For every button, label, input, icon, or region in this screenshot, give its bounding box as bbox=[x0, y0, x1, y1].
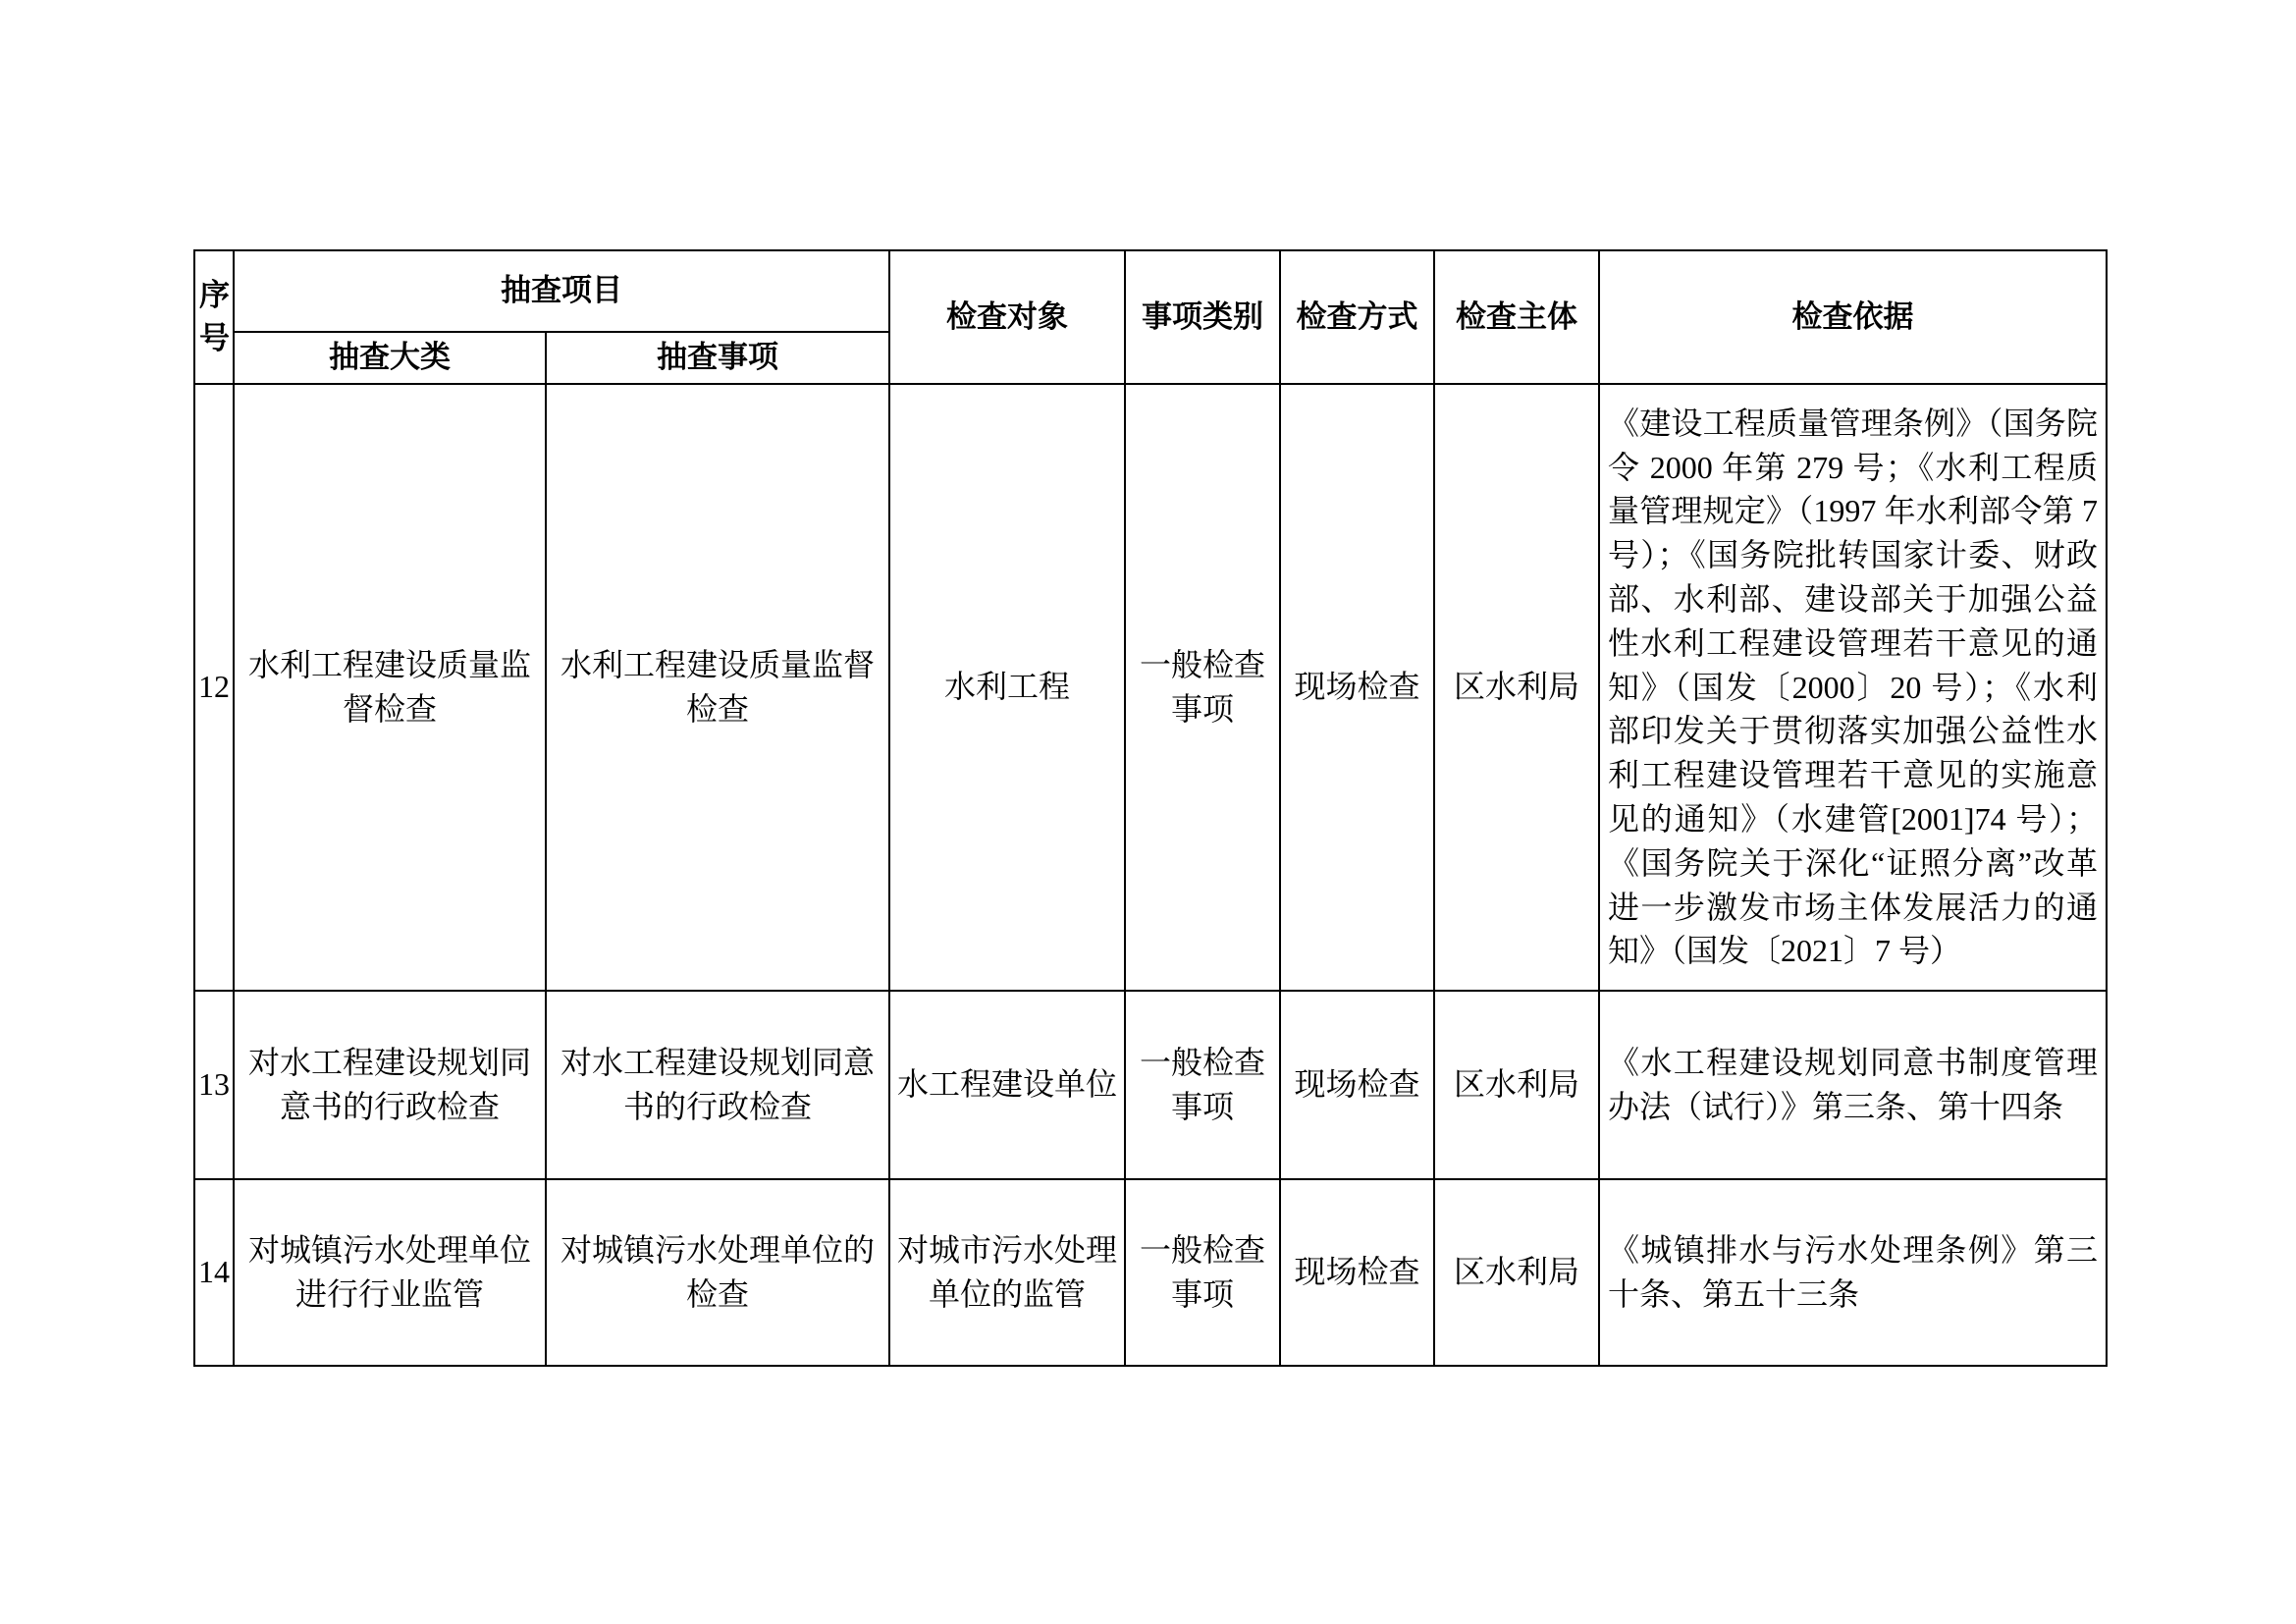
cell-object: 对城市污水处理单位的监管 bbox=[889, 1179, 1125, 1366]
header-sampling-group: 抽查项目 bbox=[234, 250, 889, 332]
header-inspect-basis: 检查依据 bbox=[1599, 250, 2107, 384]
cell-basis: 《水工程建设规划同意书制度管理办法（试行）》第三条、第十四条 bbox=[1599, 991, 2107, 1179]
cell-category: 对水工程建设规划同意书的行政检查 bbox=[234, 991, 546, 1179]
header-inspect-object: 检查对象 bbox=[889, 250, 1125, 384]
cell-method: 现场检查 bbox=[1280, 1179, 1434, 1366]
cell-type: 一般检查事项 bbox=[1125, 991, 1280, 1179]
cell-subject: 区水利局 bbox=[1434, 1179, 1599, 1366]
header-row-1 bbox=[194, 250, 2107, 332]
cell-method: 现场检查 bbox=[1280, 991, 1434, 1179]
cell-basis: 《建设工程质量管理条例》（国务院令 2000 年第 279 号；《水利工程质量管理规定》（1997 年水利部令第 7 号）；《国务院批转国家计委、财政部、水利部、建设部关于加强公益性水利工程建设管理若干意见的通知》（国发〔2000〕20 号）；《水利部印发关于贯彻落实加强公益性水利工程建设管理若干意见的实施意见的通知》（水建管[2001]74 号）；《国务院关于深化“证照分离”改革进一步激发市场主体发展活力的通知》（国发〔2021〕7 号） bbox=[1599, 384, 2107, 991]
header-inspect-method: 检查方式 bbox=[1280, 250, 1434, 384]
cell-seq: 13 bbox=[194, 991, 234, 1179]
table-row-14 bbox=[194, 1179, 2107, 1366]
cell-basis: 《城镇排水与污水处理条例》第三十条、第五十三条 bbox=[1599, 1179, 2107, 1366]
cell-category: 对城镇污水处理单位进行行业监管 bbox=[234, 1179, 546, 1366]
cell-subject: 区水利局 bbox=[1434, 991, 1599, 1179]
cell-object: 水利工程 bbox=[889, 384, 1125, 991]
cell-subject: 区水利局 bbox=[1434, 384, 1599, 991]
header-sampling-category: 抽查大类 bbox=[234, 332, 546, 384]
cell-item: 对城镇污水处理单位的检查 bbox=[546, 1179, 889, 1366]
cell-category: 水利工程建设质量监督检查 bbox=[234, 384, 546, 991]
cell-method: 现场检查 bbox=[1280, 384, 1434, 991]
cell-item: 水利工程建设质量监督检查 bbox=[546, 384, 889, 991]
header-matter-type: 事项类别 bbox=[1125, 250, 1280, 384]
header-seq: 序号 bbox=[194, 250, 234, 384]
cell-seq: 12 bbox=[194, 384, 234, 991]
cell-item: 对水工程建设规划同意书的行政检查 bbox=[546, 991, 889, 1179]
cell-type: 一般检查事项 bbox=[1125, 1179, 1280, 1366]
inspection-items-table bbox=[193, 249, 2108, 1367]
header-inspect-subject: 检查主体 bbox=[1434, 250, 1599, 384]
table-row-13 bbox=[194, 991, 2107, 1179]
cell-type: 一般检查事项 bbox=[1125, 384, 1280, 991]
cell-seq: 14 bbox=[194, 1179, 234, 1366]
header-sampling-item: 抽查事项 bbox=[546, 332, 889, 384]
cell-object: 水工程建设单位 bbox=[889, 991, 1125, 1179]
table-row-12 bbox=[194, 384, 2107, 991]
